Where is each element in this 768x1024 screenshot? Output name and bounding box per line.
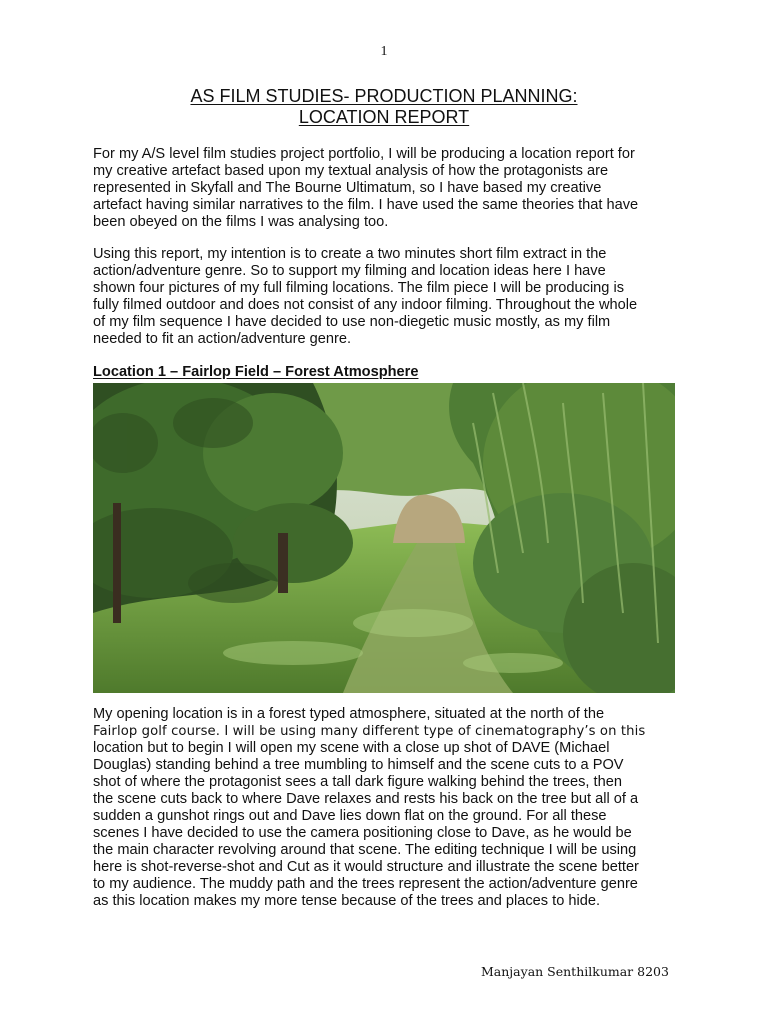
description-line: Douglas) standing behind a tree mumbling to himself and the scene cuts to a POV <box>93 757 624 773</box>
document-title <box>0 86 768 128</box>
intro-line: represented in Skyfall and The Bourne Ultimatum, so I have based my creative <box>93 180 602 196</box>
intention-line: fully filmed outdoor and does not consist of any indoor filming. Throughout the whole <box>93 297 638 313</box>
description-line: scenes I have decided to use the camera positioning close to Dave, as he would be <box>93 825 632 841</box>
description-line: Fairlop golf course. I will be using many different type of cinematography’s on this <box>93 724 646 739</box>
title-line-2: LOCATION REPORT <box>298 107 470 127</box>
description-line: the scene cuts back to where Dave relaxes and rests his back on the tree but all of a <box>93 791 639 807</box>
intention-line: action/adventure genre. So to support my filming and location ideas here I have <box>93 263 606 279</box>
location-1-heading: Location 1 – Fairlop Field – Forest Atmosphere <box>93 364 419 380</box>
intention-paragraph <box>93 246 683 348</box>
intro-line: For my A/S level film studies project portfolio, I will be producing a location report for <box>93 146 635 162</box>
author-footer: Manjayan Senthilkumar 8203 <box>481 964 669 979</box>
description-line: location but to begin I will open my scene with a close up shot of DAVE (Michael <box>93 740 610 756</box>
forest-location-photo <box>93 383 675 693</box>
intro-line: artefact having similar narratives to the film. I have used the same theories that have <box>93 197 639 213</box>
description-line: shot of where the protagonist sees a tall dark figure walking behind the trees, then <box>93 774 622 790</box>
location-1-description <box>93 706 683 910</box>
intention-line: needed to fit an action/adventure genre. <box>93 331 352 347</box>
intention-line: Using this report, my intention is to create a two minutes short film extract in the <box>93 246 607 262</box>
title-line-1: AS FILM STUDIES- PRODUCTION PLANNING: <box>190 86 578 106</box>
page-number: 1 <box>380 44 388 59</box>
description-line: here is shot-reverse-shot and Cut as it would structure and illustrate the scene better <box>93 859 639 875</box>
intention-line: of my film sequence I have decided to use non-diegetic music mostly, as my film <box>93 314 611 330</box>
intro-line: my creative artefact based upon my textual analysis of how the protagonists are <box>93 163 609 179</box>
description-line: to my audience. The muddy path and the trees represent the action/adventure genre <box>93 876 638 892</box>
description-line: the main character revolving around that scene. The editing technique I will be using <box>93 842 637 858</box>
description-line: as this location makes my more tense because of the trees and places to hide. <box>93 893 601 909</box>
description-line: sudden a gunshot rings out and Dave lies down flat on the ground. For all these <box>93 808 607 824</box>
description-line: My opening location is in a forest typed atmosphere, situated at the north of the <box>93 706 605 722</box>
intention-line: shown four pictures of my full filming locations. The film piece I will be producing is <box>93 280 625 296</box>
intro-line: been obeyed on the films I was analysing too. <box>93 214 389 230</box>
intro-paragraph <box>93 146 683 231</box>
